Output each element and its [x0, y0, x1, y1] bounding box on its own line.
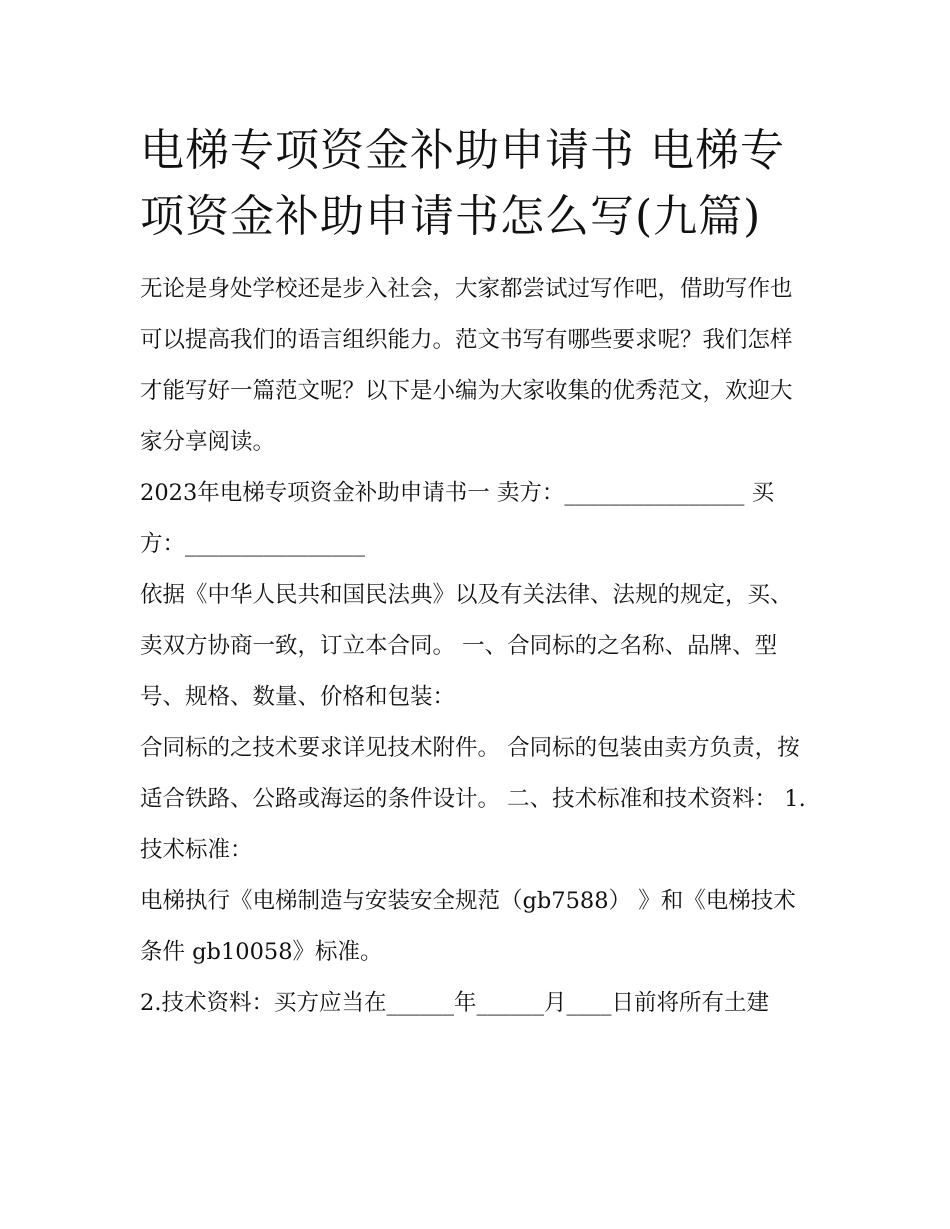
paragraph-parties: [140, 468, 812, 570]
paragraph-text: 电梯执行《电梯制造与安装安全规范（gb7588） 》和《电梯技术条件 gb10058》标准。: [140, 888, 796, 965]
paragraph-technical-requirements: [140, 723, 812, 876]
paragraph-intro: [140, 264, 812, 468]
paragraph-text: 无论是身处学校还是步入社会，大家都尝试过写作吧，借助写作也可以提高我们的语言组织能力。范文书写有哪些要求呢？我们怎样才能写好一篇范文呢？以下是小编为大家收集的优秀范文，欢迎大家分享阅读。: [140, 276, 793, 455]
paragraph-text: 2.技术资料：买方应当在______年______月____日前将所有土建: [140, 990, 769, 1016]
paragraph-text: 2023年电梯专项资金补助申请书一 卖方：________________ 买方：________________: [140, 480, 775, 557]
paragraph-text: 依据《中华人民共和国民法典》以及有关法律、法规的规定，买、卖双方协商一致，订立本合同。 一、合同标的之名称、品牌、型号、规格、数量、价格和包装：: [140, 582, 793, 710]
document-page: [140, 118, 812, 1029]
paragraph-technical-documents: [140, 978, 812, 1029]
document-title: 电梯专项资金补助申请书 电梯专项资金补助申请书怎么写(九篇): [140, 125, 785, 242]
paragraph-text: 合同标的之技术要求详见技术附件。 合同标的包装由卖方负责，按适合铁路、公路或海运的条件设计。 二、技术标准和技术资料： 1.技术标准：: [140, 735, 806, 863]
paragraph-standards: [140, 876, 812, 978]
paragraph-basis: [140, 570, 812, 723]
